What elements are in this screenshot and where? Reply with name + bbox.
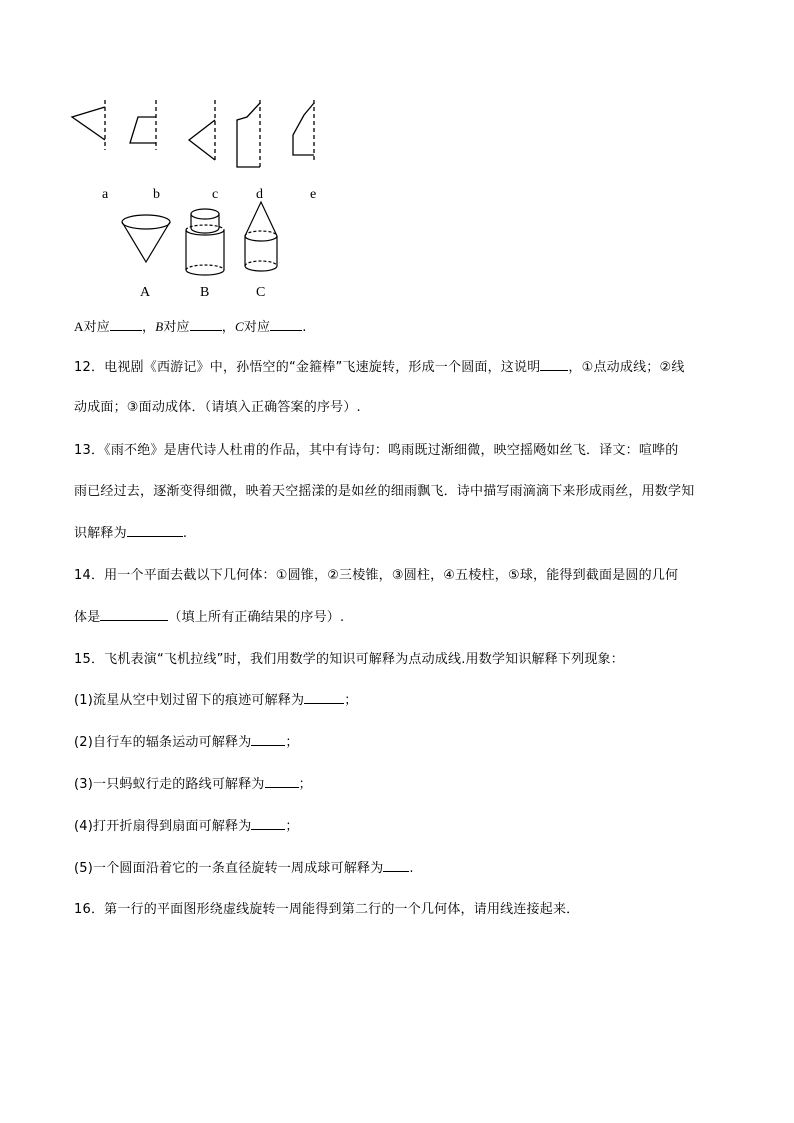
q15-item-2-blank[interactable] [251, 732, 285, 746]
q12-line2 [74, 398, 361, 418]
q15-item-3-text: (3)一只蚂蚁行走的路线可解释为 [74, 777, 265, 792]
q11-sep1: ， [142, 320, 156, 335]
q14-line2 [74, 607, 344, 628]
q15-item-2 [74, 732, 299, 753]
figure-e-shape [293, 100, 314, 160]
figure-d-shape [237, 100, 260, 167]
q15-item-5-blank[interactable] [383, 858, 409, 872]
q13-blank[interactable] [127, 523, 183, 537]
q11-b-blank[interactable] [190, 317, 222, 331]
q11-b-text: 对应 [163, 320, 190, 335]
q11-end: . [302, 320, 307, 335]
q11-c-text: 对应 [243, 320, 271, 335]
q11-a-label: A [74, 319, 84, 334]
q15-item-5-text: (5)一个圆面沿着它的一条直径旋转一周成球可解释为 [74, 861, 384, 876]
solid-b-cylinders [186, 209, 224, 275]
q11-c-label: C [234, 319, 244, 334]
q15-intro [74, 650, 624, 670]
q12-text-line2: 动成面；③面动成体．（请填入正确答案的序号）. [74, 400, 361, 415]
q15-item-4 [74, 816, 299, 837]
figure-c-triangle [189, 100, 215, 160]
q15-item-4-blank[interactable] [251, 816, 285, 830]
q15-item-5-end: . [409, 861, 414, 876]
q12-text-prefix: 12．电视剧《西游记》中，孙悟空的“金箍棒”飞速旋转，形成一个圆面，这说明 [74, 360, 541, 375]
solids-row [110, 200, 310, 305]
q11-a-blank[interactable] [110, 317, 142, 331]
q13-line2 [74, 482, 694, 502]
q15-item-1-blank[interactable] [304, 690, 344, 704]
q16-line1 [74, 900, 579, 920]
q13-text-line2: 雨已经过去，逐渐变得细微，映着天空摇漾的是如丝的细雨飘飞．诗中描写雨滴滴下来形成雨丝，用数学知 [74, 484, 695, 499]
label-e: e [310, 187, 317, 202]
q12-blank[interactable] [540, 357, 568, 371]
q15-item-2-text: (2)自行车的辐条运动可解释为 [74, 735, 252, 750]
q11-answer-line [74, 317, 307, 338]
label-a: a [102, 187, 109, 202]
q13-text-prefix: 识解释为 [74, 526, 127, 541]
q11-a-text: 对应 [83, 320, 110, 335]
q14-text-prefix: 体是 [74, 610, 101, 625]
q12-line1 [74, 357, 685, 378]
label-d: d [256, 187, 263, 202]
label-c: c [212, 187, 219, 202]
q11-c-blank[interactable] [270, 317, 302, 331]
q14-text-line1: 14．用一个平面去截以下几何体：①圆锥，②三棱锥，③圆柱，④五棱柱，⑤球，能得到截面是圆的几何 [74, 568, 679, 583]
q12-text-suffix: ，①点动成线；②线 [568, 360, 685, 375]
q16-text-line1: 16．第一行的平面图形绕虚线旋转一周能得到第二行的一个几何体，请用线连接起来． [74, 902, 580, 917]
solid-c-cone-cylinder [245, 202, 277, 271]
q13-line3 [74, 523, 187, 544]
q13-line1 [74, 441, 678, 461]
label-A: A [140, 285, 151, 300]
solid-a-cone [122, 215, 170, 262]
plane-figures-row [60, 95, 360, 210]
q15-item-1-end: ； [344, 693, 358, 708]
q15-item-3 [74, 774, 312, 795]
q14-line1 [74, 566, 678, 586]
q15-item-1-text: (1)流星从空中划过留下的痕迹可解释为 [74, 693, 305, 708]
q13-text-suffix: . [182, 526, 188, 541]
q15-item-3-blank[interactable] [265, 774, 299, 788]
figure-a-triangle [72, 100, 105, 150]
q15-item-3-end: ； [298, 777, 312, 792]
q13-text-line1: 13．《雨不绝》是唐代诗人杜甫的作品，其中有诗句：鸣雨既过渐细微，映空摇飏如丝飞．译文：喧哗的 [74, 443, 679, 458]
q11-b-label: B [155, 319, 164, 334]
label-b: b [153, 187, 160, 202]
figure-b-trapezoid [130, 100, 156, 150]
q15-item-1 [74, 690, 357, 711]
q15-item-2-end: ； [285, 735, 299, 750]
q15-item-4-end: ； [285, 819, 299, 834]
q11-sep2: ， [221, 320, 235, 335]
q15-item-5 [74, 858, 414, 879]
q15-text-intro: 15．飞机表演“飞机拉线”时，我们用数学的知识可解释为点动成线.用数学知识解释下列现象： [74, 652, 624, 667]
label-B: B [200, 285, 210, 300]
label-C: C [256, 285, 266, 300]
q14-blank[interactable] [100, 607, 168, 621]
q14-text-suffix: （填上所有正确结果的序号）. [168, 610, 345, 625]
q15-item-4-text: (4)打开折扇得到扇面可解释为 [74, 819, 252, 834]
